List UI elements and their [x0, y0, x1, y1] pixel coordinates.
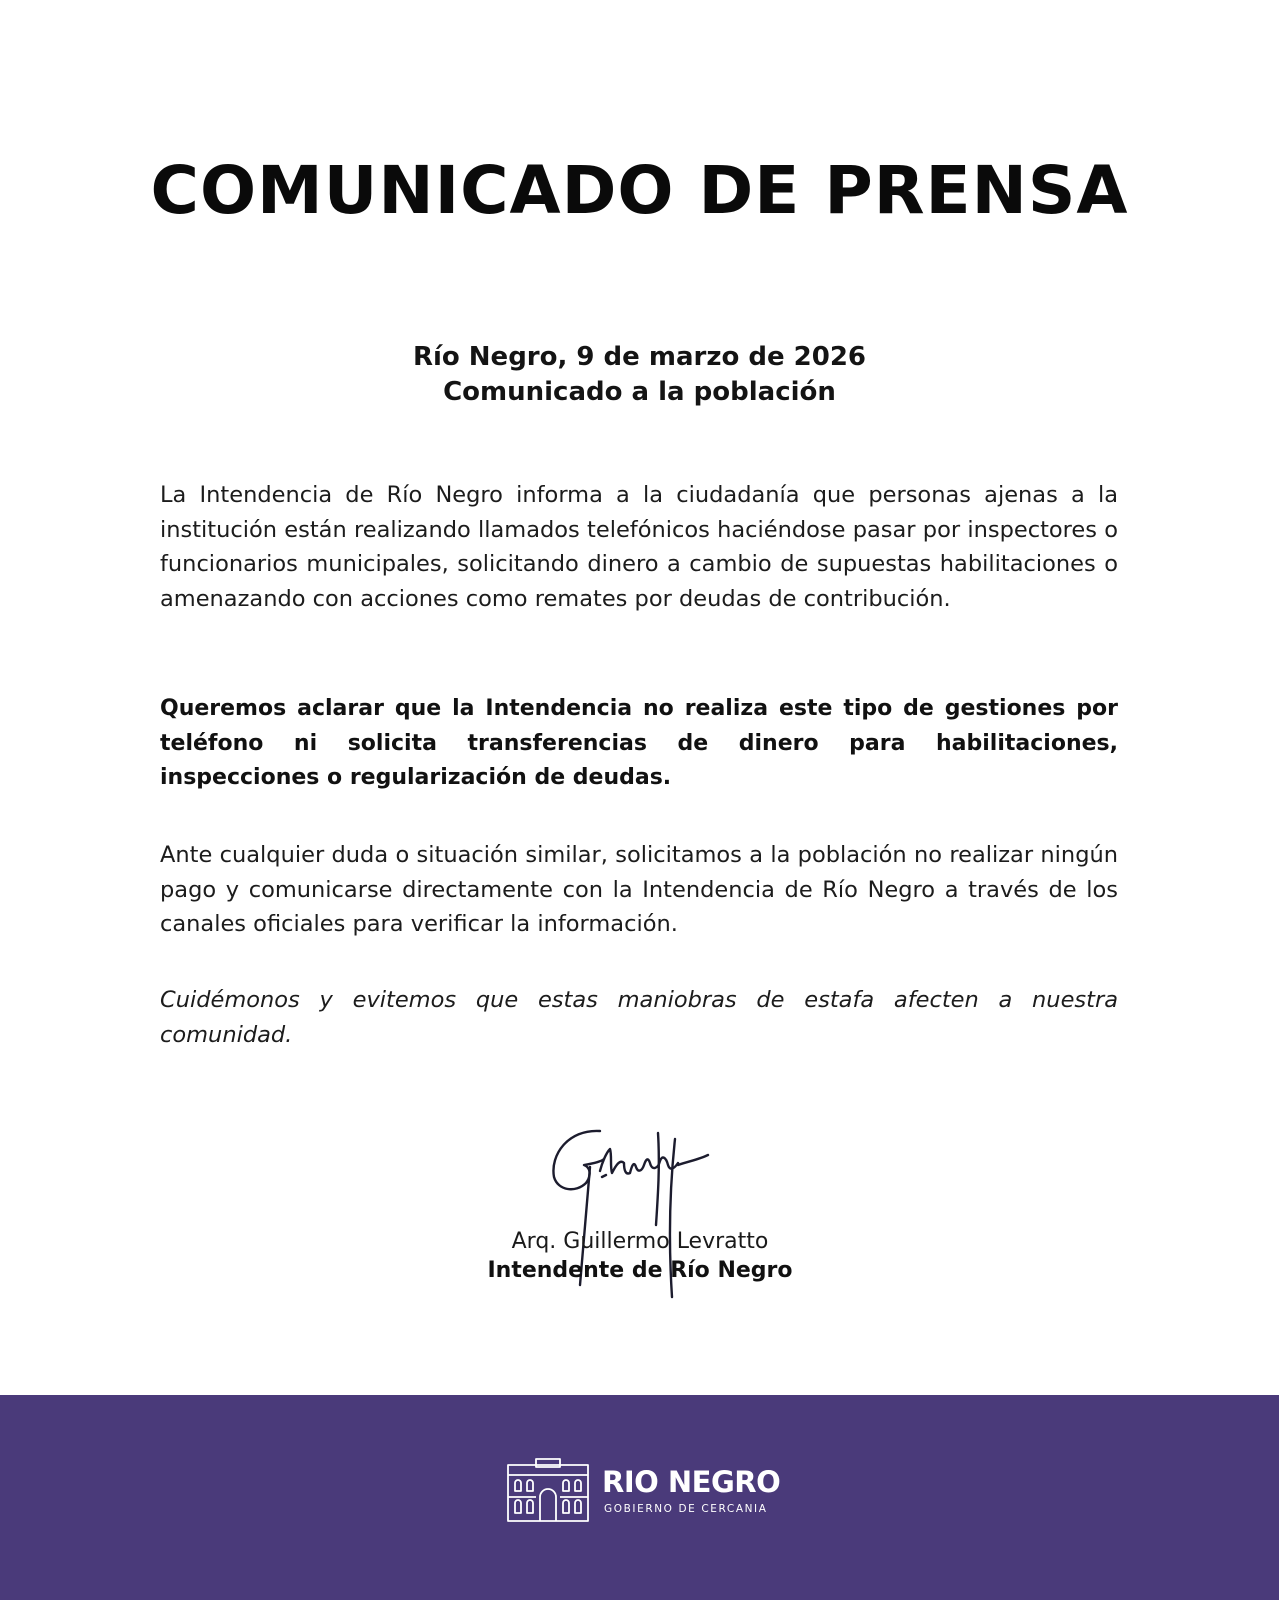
signer-title: Intendente de Río Negro	[487, 1258, 793, 1283]
document-header	[0, 340, 1279, 410]
page-title: COMUNICADO DE PRENSA	[150, 152, 1129, 229]
logo-name: RIO NEGRO	[602, 1465, 781, 1499]
date-line: Río Negro, 9 de marzo de 2026	[412, 342, 867, 372]
rio-negro-logo	[506, 1457, 781, 1525]
logo-tagline: GOBIERNO DE CERCANIA	[604, 1503, 768, 1515]
subject-line: Comunicado a la población	[443, 377, 836, 407]
signer-name: Arq. Guillermo Levratto	[511, 1229, 769, 1254]
signature-block	[480, 1125, 800, 1315]
paragraph-intro: La Intendencia de Río Negro informa a la ciudadanía que personas ajenas a la institución están realizando llamados telefónicos haciéndose pasar por inspectores o funcionarios municipales, solicitando dinero a cambio de supuestas habilitaciones o amenazando con acciones como remates por deudas de contribución.	[160, 482, 1118, 612]
building-icon	[506, 1457, 590, 1523]
paragraph-recommendation: Ante cualquier duda o situación similar, solicitamos a la población no realizar ningún pago y comunicarse directamente con la Intendencia de Río Negro a través de los canales oficiales para verificar la información.	[160, 842, 1118, 937]
paragraph-clarification: Queremos aclarar que la Intendencia no realiza este tipo de gestiones por teléfono ni solicita transferencias de dinero para habilitaciones, inspecciones o regularización de deudas.	[160, 696, 1118, 790]
paragraph-closing: Cuidémonos y evitemos que estas maniobras de estafa afecten a nuestra comunidad.	[160, 987, 1118, 1048]
footer-band	[0, 1395, 1279, 1600]
